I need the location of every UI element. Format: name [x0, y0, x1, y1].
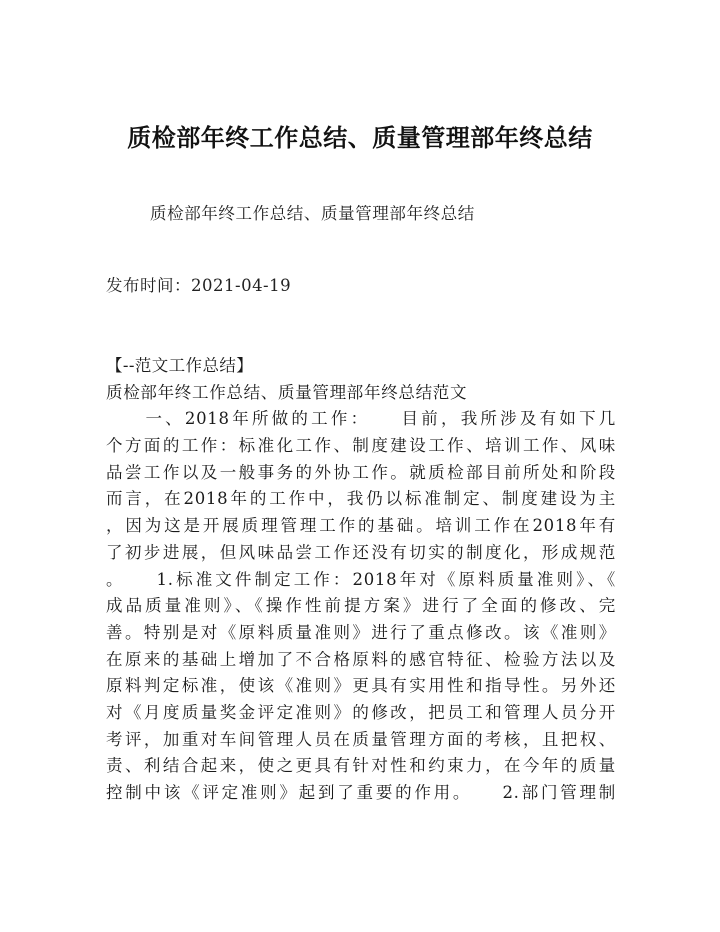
body-line: 成品质量准则》、《操作性前提方案》进行了全面的修改、完: [106, 596, 616, 616]
body-line: 原料判定标准，使该《准则》更具有实用性和指导性。另外还: [106, 676, 616, 696]
body-line: 善。特别是对《原料质量准则》进行了重点修改。该《准则》: [106, 622, 616, 642]
body-line: 而言，在2018年的工作中，我仍以标准制定、制度建设为主: [106, 489, 616, 509]
document-subtitle: 质检部年终工作总结、质量管理部年终总结: [150, 204, 475, 223]
body-line: 了初步进展，但风味品尝工作还没有切实的制度化，形成规范: [106, 542, 616, 562]
body-line: 对《月度质量奖金评定准则》的修改，把员工和管理人员分开: [106, 702, 616, 722]
body-line: 个方面的工作：标准化工作、制度建设工作、培训工作、风味: [106, 436, 616, 456]
publish-date: 2021-04-19: [191, 276, 292, 295]
category-label: 【--范文工作总结】: [106, 356, 254, 375]
body-line: 。 1.标准文件制定工作：2018年对《原料质量准则》、《: [106, 569, 616, 589]
article-body: [106, 353, 616, 807]
body-line: 质检部年终工作总结、质量管理部年终总结范文: [106, 382, 468, 402]
body-line: ，因为这是开展质理管理工作的基础。培训工作在2018年有: [106, 516, 616, 536]
publish-label: 发布时间：: [106, 276, 191, 295]
body-line: 控制中该《评定准则》起到了重要的作用。 2.部门管理制: [106, 783, 616, 802]
body-line: 在原来的基础上增加了不合格原料的感官特征、检验方法以及: [106, 649, 616, 669]
body-line: 责、利结合起来，使之更具有针对性和约束力，在今年的质量: [106, 756, 616, 776]
body-line: 品尝工作以及一般事务的外协工作。就质检部目前所处和阶段: [106, 462, 616, 482]
body-line: 考评，加重对车间管理人员在质量管理方面的考核，且把权、: [106, 729, 616, 749]
document-title: 质检部年终工作总结、质量管理部年终总结: [127, 124, 593, 152]
publish-info: [106, 272, 291, 296]
body-line: 一、2018年所做的工作： 目前，我所涉及有如下几: [106, 409, 616, 429]
